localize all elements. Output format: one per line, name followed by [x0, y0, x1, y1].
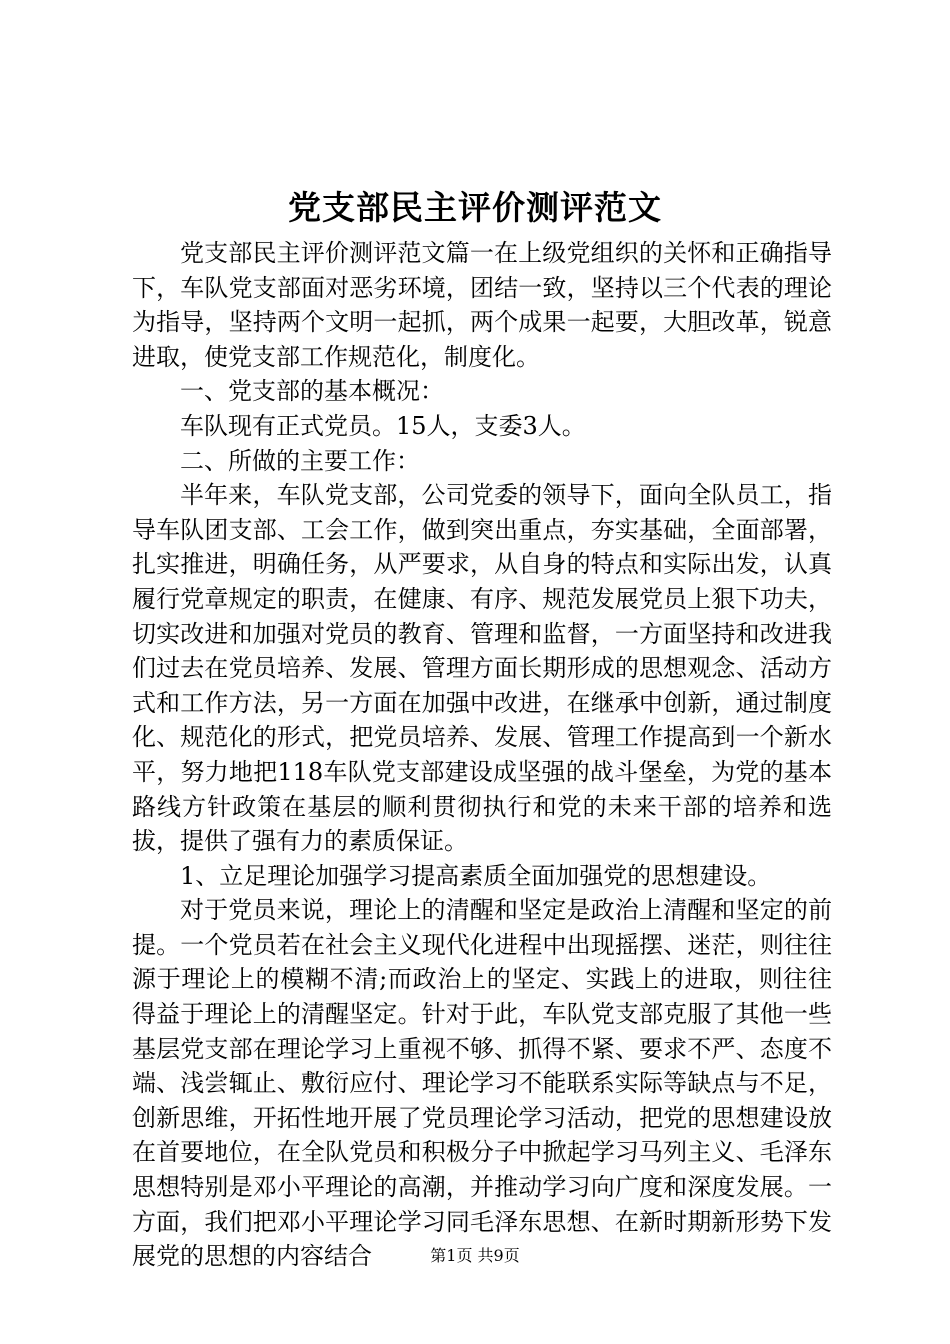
paragraph-member-count: 车队现有正式党员。15人，支委3人。: [180, 411, 586, 440]
paragraph-half-year-work: 半年来，车队党支部，公司党委的领导下，面向全队员工，指导车队团支部、工会工作，做到突出重点，夯实基础，全面部署，扎实推进，明确任务，从严要求，从自身的特点和实际出发，认真履行党章规定的职责，在健康、有序、规范发展党员上狠下功夫，切实改进和加强对党员的教育、管理和监督，一方面坚持和改进我们过去在党员培养、发展、管理方面长期形成的思想观念、活动方式和工作方法，另一方面在加强中改进，在继承中创新，通过制度化、规范化的形式，把党员培养、发展、管理工作提高到一个新水平，努力地把118车队党支部建设成坚强的战斗堡垒，为党的基本路线方针政策在基层的顺利贯彻执行和党的未来干部的培养和选拔，提供了强有力的素质保证。: [132, 481, 832, 856]
page-number-footer: 第1页 共9页: [430, 1246, 520, 1265]
document-body: [132, 236, 832, 1274]
paragraph-theory-study: 对于党员来说，理论上的清醒和坚定是政治上清醒和坚定的前提。一个党员若在社会主义现代化进程中出现摇摆、迷茫，则往往源于理论上的模糊不清;而政治上的坚定、实践上的进取，则往往得益于理论上的清醒坚定。针对于此，车队党支部克服了其他一些基层党支部在理论学习上重视不够、抓得不紧、要求不严、态度不端、浅尝辄止、敷衍应付、理论学习不能联系实际等缺点与不足，创新思维，开拓性地开展了党员理论学习活动，把党的思想建设放在首要地位，在全队党员和积极分子中掀起学习马列主义、毛泽东思想特别是邓小平理论的高潮，并推动学习向广度和深度发展。一方面，我们把邓小平理论学习同毛泽东思想、在新时期新形势下发展党的思想的内容结合: [132, 896, 832, 1271]
heading-section-1: 一、党支部的基本概况：: [180, 377, 444, 406]
heading-section-2: 二、所做的主要工作：: [180, 446, 420, 475]
paragraph-intro: 党支部民主评价测评范文篇一在上级党组织的关怀和正确指导下，车队党支部面对恶劣环境，团结一致，坚持以三个代表的理论为指导，坚持两个文明一起抓，两个成果一起要，大胆改革，锐意进取，使党支部工作规范化，制度化。: [132, 239, 832, 371]
document-title: 党支部民主评价测评范文: [288, 188, 662, 227]
heading-subsection-1: 1、立足理论加强学习提高素质全面加强党的思想建设。: [180, 861, 772, 890]
